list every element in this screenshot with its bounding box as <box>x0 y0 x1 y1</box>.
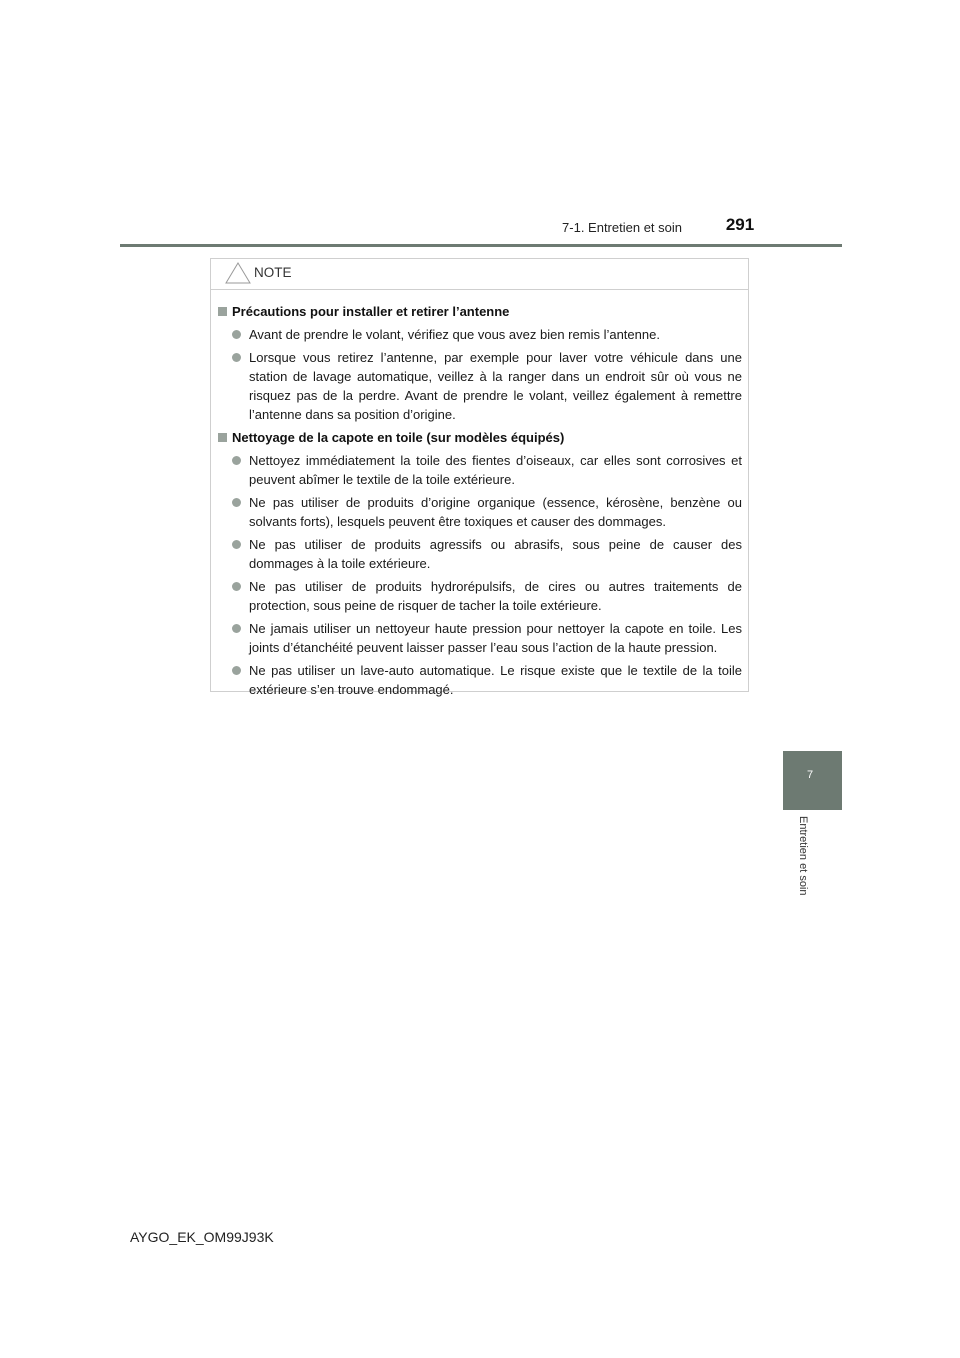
list-item-text: Ne jamais utiliser un nettoyeur haute pression pour nettoyer la capote en toile. Les joints d’étanchéité peuvent laisser passer l’eau sous l’action de la haute pression. <box>249 621 742 655</box>
note-label: NOTE <box>254 265 292 280</box>
list-item <box>218 325 742 344</box>
section-heading <box>218 302 742 321</box>
note-box <box>210 258 749 697</box>
list-item <box>218 348 742 424</box>
circle-bullet-icon <box>232 540 241 549</box>
list-item <box>218 577 742 615</box>
circle-bullet-icon <box>232 330 241 339</box>
list-item-text: Ne pas utiliser de produits hydrorépulsifs, de cires ou autres traitements de protection, sous peine de risquer de tacher la toile extérieure. <box>249 579 742 613</box>
circle-bullet-icon <box>232 456 241 465</box>
square-bullet-icon <box>218 307 227 316</box>
circle-bullet-icon <box>232 624 241 633</box>
square-bullet-icon <box>218 433 227 442</box>
list-item-text: Avant de prendre le volant, vérifiez que vous avez bien remis l’antenne. <box>249 327 660 342</box>
document-code: AYGO_EK_OM99J93K <box>130 1229 274 1245</box>
chapter-tab[interactable] <box>783 751 842 810</box>
chapter-number: 7 <box>807 769 814 781</box>
note-body <box>211 290 748 699</box>
list-item-text: Lorsque vous retirez l’antenne, par exemple pour laver votre véhicule dans une station de lavage automatique, veillez à la ranger dans un endroit sûr où vous ne risquez pas de la perdre. Avant de prendre le volant, veillez également à remettre l’antenne dans sa position d’origine. <box>249 350 742 422</box>
circle-bullet-icon <box>232 498 241 507</box>
section-heading-text: Nettoyage de la capote en toile (sur modèles équipés) <box>232 430 565 445</box>
circle-bullet-icon <box>232 666 241 675</box>
chapter-label: Entretien et soin <box>797 816 809 896</box>
list-item <box>218 535 742 573</box>
list-item-text: Ne pas utiliser de produits d’origine organique (essence, kérosène, benzène ou solvants forts), lesquels peuvent être toxiques et causer des dommages. <box>249 495 742 529</box>
list-item-text: Nettoyez immédiatement la toile des fientes d’oiseaux, car elles sont corrosives et peuvent abîmer le textile de la toile extérieure. <box>249 453 742 487</box>
list-item <box>218 451 742 489</box>
list-item <box>218 619 742 657</box>
list-item <box>218 493 742 531</box>
warning-triangle-icon <box>225 262 251 284</box>
circle-bullet-icon <box>232 353 241 362</box>
section-heading-text: Précautions pour installer et retirer l’antenne <box>232 304 510 319</box>
page-number: 291 <box>725 215 755 234</box>
note-header <box>211 259 748 290</box>
section-title: 7-1. Entretien et soin <box>562 220 682 235</box>
list-item <box>218 661 742 699</box>
section-heading <box>218 428 742 447</box>
circle-bullet-icon <box>232 582 241 591</box>
list-item-text: Ne pas utiliser de produits agressifs ou abrasifs, sous peine de causer des dommages à la toile extérieure. <box>249 537 742 571</box>
list-item-text: Ne pas utiliser un lave-auto automatique. Le risque existe que le textile de la toile extérieure s’en trouve endommagé. <box>249 663 742 697</box>
header-divider <box>120 244 842 247</box>
